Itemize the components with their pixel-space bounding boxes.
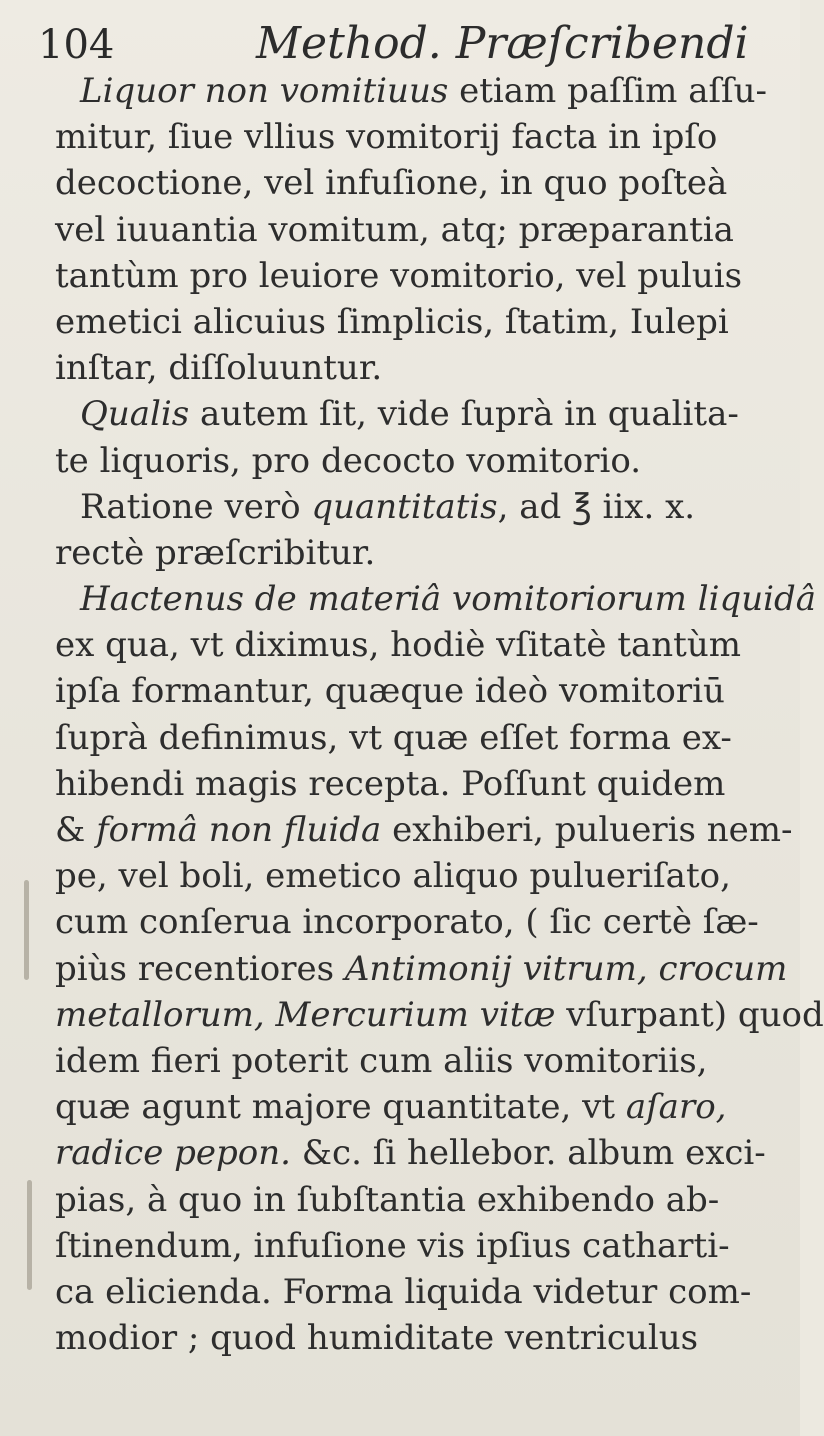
text-segment: , ad ℥ iix. x.: [497, 486, 696, 527]
text-segment: ipſa formantur, quæque ideò vomitoriū: [55, 671, 725, 712]
text-line: [55, 68, 785, 114]
text-segment: te liquoris, pro decocto vomitorio.: [55, 440, 642, 481]
text-segment: vel iuuantia vomitum, atq; præparantia: [55, 209, 734, 250]
italic-text-segment: Antimonij vitrum, crocum: [344, 948, 788, 989]
text-line: [55, 438, 785, 484]
italic-text-segment: radice pepon.: [55, 1133, 291, 1174]
text-segment: ſtinendum, infuſione vis ipſius catharti-: [55, 1225, 730, 1266]
page-header: [38, 12, 778, 74]
text-line: [55, 391, 785, 437]
text-segment: decoctione, vel infuſione, in quo poſteà: [55, 163, 728, 204]
text-line: [55, 253, 785, 299]
italic-text-segment: formâ non fluida: [96, 810, 382, 850]
text-segment: ſuprà definimus, vt quæ eſſet forma ex-: [55, 717, 732, 758]
text-segment: emetici alicuius ſimplicis, ſtatim, Iulepi: [55, 301, 729, 342]
text-line: [55, 1223, 785, 1269]
text-segment: mitur, ſiue vllius vomitorij facta in ipſo: [55, 117, 718, 158]
text-segment: &: [55, 810, 97, 850]
text-line: [55, 160, 785, 206]
text-segment: etiam paſſim aſſu-: [448, 71, 768, 111]
text-segment: autem ſit, vide ſuprà in qualita-: [189, 394, 739, 435]
italic-text-segment: aſaro,: [625, 1087, 727, 1128]
text-segment: piùs recentiores: [55, 948, 345, 989]
text-line: [55, 761, 785, 807]
text-segment: hibendi magis recepta. Poſſunt quidem: [55, 763, 726, 804]
margin-stain: [24, 880, 29, 980]
text-segment: Ratione verò: [80, 486, 312, 527]
text-line: [55, 1177, 785, 1223]
italic-text-segment: Hactenus de materiâ vomitoriorum liquidâ: [80, 579, 817, 620]
text-segment: ex qua, vt diximus, hodiè vſitatè tantùm: [55, 625, 741, 666]
text-segment: quæ agunt majore quantitate, vt: [55, 1087, 626, 1128]
text-line: [55, 807, 793, 853]
italic-text-segment: quantitatis: [311, 486, 498, 527]
italic-text-segment: Liquor non vomitiuus: [80, 71, 449, 111]
page-number: 104: [38, 22, 115, 68]
text-segment: pe, vel boli, emetico aliquo pulueriſato,: [55, 856, 731, 897]
margin-stain: [27, 1180, 32, 1290]
body-text: [55, 68, 824, 1361]
running-title: Method. Præſcribendi: [256, 18, 749, 69]
text-line: [55, 484, 785, 530]
text-line: [55, 1269, 785, 1315]
text-line: [55, 992, 824, 1038]
text-line: [55, 1130, 785, 1176]
text-line: [55, 576, 817, 622]
text-line: [55, 853, 785, 899]
text-segment: tantùm pro leuiore vomitorio, vel puluis: [55, 255, 743, 296]
text-line: [55, 946, 788, 992]
text-line: [55, 1084, 785, 1130]
text-segment: modior ; quod humiditate ventriculus: [55, 1318, 699, 1359]
text-line: [55, 530, 785, 576]
text-segment: &c. ſi hellebor. album exci-: [290, 1133, 766, 1174]
text-line: [55, 1315, 785, 1361]
text-segment: inſtar, diſſoluuntur.: [55, 348, 383, 389]
italic-text-segment: metallorum, Mercurium vitæ: [55, 994, 556, 1035]
text-line: [55, 668, 785, 714]
text-segment: ca elicienda. Forma liquida videtur com-: [55, 1271, 752, 1312]
text-line: [55, 345, 785, 391]
text-line: [55, 622, 785, 668]
text-segment: pias, à quo in ſubſtantia exhibendo ab-: [55, 1179, 720, 1220]
text-line: [55, 715, 785, 761]
text-line: [55, 114, 785, 160]
text-segment: cum conſerua incorporato, ( ſic certè ſæ-: [55, 902, 759, 943]
text-line: [55, 1038, 785, 1084]
text-line: [55, 899, 785, 945]
text-segment: rectè præſcribitur.: [55, 532, 376, 573]
text-line: [55, 299, 785, 345]
text-line: [55, 207, 785, 253]
text-segment: exhiberi, pulueris nem-: [381, 810, 793, 850]
italic-text-segment: Qualis: [80, 394, 190, 435]
text-segment: idem fieri poterit cum aliis vomitoriis,: [55, 1040, 708, 1081]
text-segment: vſurpant) quod: [555, 994, 824, 1035]
